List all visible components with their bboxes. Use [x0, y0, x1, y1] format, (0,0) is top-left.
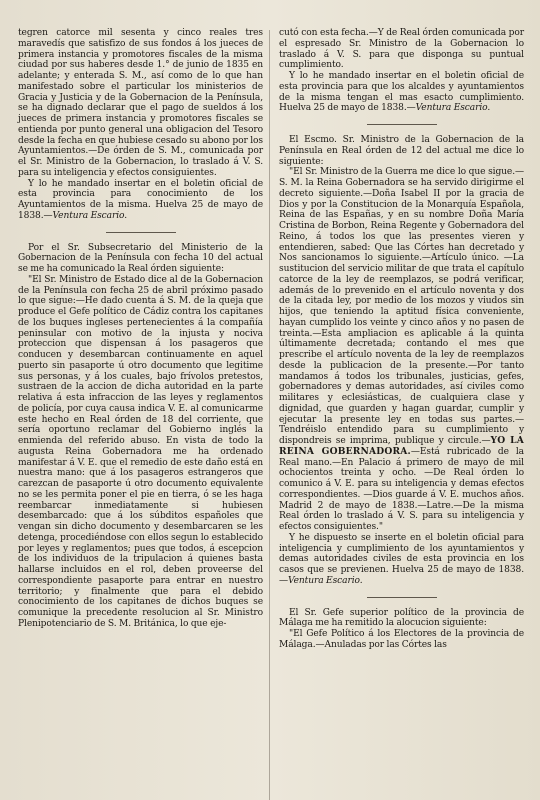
- decree-signature-caps: YO LA REINA GOBERNADORA.: [279, 435, 525, 457]
- signature: Ventura Escario.: [415, 103, 491, 114]
- decree-text: "El Sr. Ministro de la Guerra me dice lo que sigue.—S. M. la Reina Gobernadora se ha servido dirigirme el decreto siguiente.—Doña Isabel II por la gracia de Dios y por la Constitucion de la Monarquía Española, Reina de las Españas, y en su nombre Doña María Cristina de Borbon, Reina Regente y Gobernadora del Reino, á todos los que las presentes vieren y entendieren, sabed: Que las Córtes han decretado y Nos sancionamos lo siguiente.—Artículo único. —La sustitucion del servicio militar de que trata el capítulo catorce de la ley de reemplazos, se podrá verificar, además de lo prevenido en el artículo noventa y dos de la citada ley, por medio de los mozos y viudos sin hijos, que teniendo la aptitud física conveniente, hayan cumplido los veinte y cinco años y no pasen de treinta.—Esta ampliacion es aplicable á la quinta últimamente decretada; contando el mes que prescribe el artículo noventa de la ley de reemplazos desde la publicacion de la presente.—Por tanto mandamos á todos los tribunales, justicias, gefes, gobernadores y demas autoridades, así civiles como militares y eclesiásticas, de cualquiera clase y dignidad, que guarden y hagan guardar, cumplir y ejecutar la presente ley en todas sus partes.—Tendréislo entendido para su cumplimiento y dispondreis se imprima, publique y circule.—: [279, 167, 524, 446]
- right-column: [279, 28, 524, 651]
- left-column: [18, 28, 263, 630]
- column-divider: [269, 30, 270, 800]
- decree-tail: —Está rubricado de la Real mano.—En Palacio á primero de mayo de mil ochocientos treinta y ocho. —De Real órden lo comunico á V. E. para su inteligencia y demas efectos correspondientes. —Dios guarde á V. E. muchos años. Madrid 2 de mayo de 1838.—Latre.—De la misma Real órden lo traslado á V. S. para su inteligencia y efectos consiguientes.": [279, 446, 524, 532]
- signature: Ventura Escario.: [288, 575, 363, 586]
- paragraph-text: Y lo he mandado insertar en el boletin oficial de esta provincia para que los alcaldes y ayuntamientos de la misma tengan el mas esacto cumplimiento. Huelva 25 de mayo de 1838.—: [279, 71, 524, 114]
- paragraph-military-decree: [279, 167, 524, 533]
- separator-rule: [367, 597, 437, 598]
- paragraph-insert-order-3: [279, 533, 524, 587]
- paragraph-text: Y he dispuesto se inserte en el boletin oficial para inteligencia y cumplimiento de los ayuntamientos y demas autoridades civiles de esta provincia en los casos que se previenen. Huelva 25 de mayo de 1838.—: [279, 532, 524, 586]
- paragraph-passengers-order: "El Sr. Ministro de Estado dice al de la Gobernacion de la Península con fecha 25 de abril próximo pasado lo que sigue:—He dado cuenta á S. M. de la queja que produce el Gefe político de Cádiz contra los capitanes de los buques ingleses pertenecientes á la compañía peninsular con motivo de la injusta y nociva proteccion que dispensan á los pasageros que conducen y desembarcan continuamente en aquel puerto sin pasaporte ú otro documento que legitime sus personas, y á los cuales, bajo frívolos pretestos, sustraen de la accion de dicha autoridad en la parte relativa á esta infraccion de las leyes y reglamentos de policía, por cuya causa indica V. E. al comunicarme este hecho en Real órden de 18 del corriente, que sería oportuno reclamar del Gobierno inglés la enmienda del referido abuso. En vista de todo la augusta Reina Gobernadora me ha ordenado manifestar á V. E. que el remedio de este daño está en nuestra mano: que á los pasageros estrangeros que carezcan de pasaporte ú otro documento equivalente no se les permita poner el pie en tierra, ó se les haga reembarcar inmediatamente si hubiesen desembarcado: que á los súbditos españoles que vengan sin dicho documento y desembarcaren se les detenga, procediéndose con ellos segun lo establecido por leyes y reglamentos; pues que todos, á escepcion de los individuos de la tripulacion á quienes basta hallarse incluidos en el rol, deben proveerse del correspondiente pasaporte para entrar en nuestro territorio; y finalmente que para el debido conocimiento de los capitanes de dichos buques se comunique la precedente resolucion al Sr. Ministro Plenipotenciario de S. M. Británica, lo que eje-: [18, 274, 263, 629]
- paragraph-malaga-intro: El Sr. Gefe superior político de la provincia de Málaga me ha remitido la alocucion siguiente:: [279, 607, 524, 629]
- paragraph-pay-of-judges: tegren catorce mil sesenta y cinco reales tres maravedís que satisfizo de sus fondos á los jueces de primera instancia y promotores fiscales de la misma ciudad por sus haberes desde 1.° de junio de 1835 en adelante; y enterada S. M., así como de lo que han manifestado sobre el particular los ministerios de Gracia y Justicia y de la Gobernacion de la Península, se ha dignado declarar que el pago de sueldos á los jueces de primera instancia y promotores fiscales se entienda por punto general una obligacion del Tesoro desde la fecha en que hubiese cesado su abono por los Ayuntamientos.—De órden de S. M., comunicada por el Sr. Ministro de la Gobernacion, lo traslado á V. S. para su inteligencia y efectos consiguientes.: [18, 28, 263, 178]
- paragraph-insert-order-2: [279, 71, 524, 114]
- separator-rule: [367, 124, 437, 125]
- paragraph-continuation: cutó con esta fecha.—Y de Real órden comunicada por el espresado Sr. Ministro de la Gobernacion lo traslado á V. S. para que disponga su puntual cumplimiento.: [279, 28, 524, 71]
- paragraph-insert-order-1: [18, 179, 263, 222]
- paragraph-text: Y lo he mandado insertar en el boletin oficial de esta provincia para conocimiento de los Ayuntamientos de la misma. Huelva 25 de mayo de 1838.—: [18, 178, 263, 221]
- paragraph-minister-intro: El Escmo. Sr. Ministro de la Gobernacion de la Península en Real órden de 12 del actual me dice lo siguiente:: [279, 135, 524, 167]
- signature: Ventura Escario.: [52, 210, 128, 221]
- paragraph-subsecretary-intro: Por el Sr. Subsecretario del Ministerio de la Gobernacion de la Península con fecha 10 del actual se me ha comunicado la Real órden siguiente:: [18, 242, 263, 274]
- paragraph-electors-address: "El Gefe Político á los Electores de la provincia de Málaga.—Anuladas por las Córtes las: [279, 629, 524, 650]
- separator-rule: [106, 232, 176, 233]
